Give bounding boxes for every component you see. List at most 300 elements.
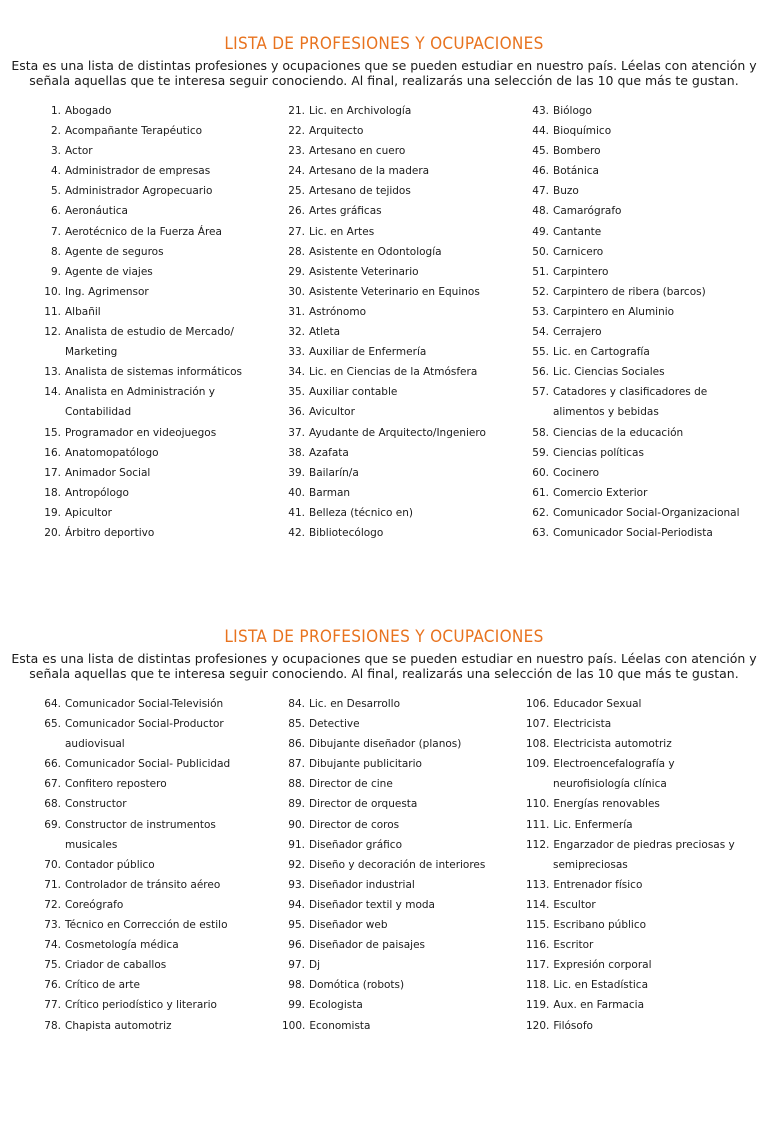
item-label: Electricista [553,718,612,731]
list-item [282,362,522,382]
item-label: Lic. en Ciencias de la Atmósfera [309,366,478,379]
list-item [282,975,522,995]
list-item [526,483,766,503]
item-number: 115. [526,919,550,932]
item-number: 97. [288,959,305,972]
list-item [526,242,766,262]
item-label: Aeronáutica [65,205,128,218]
item-label: Barman [309,486,351,499]
item-number: 118. [526,979,550,992]
list-item [38,423,278,443]
item-number: 41. [288,506,305,519]
item-label: Economista [309,1019,371,1032]
item-label-continuation: audiovisual [65,738,125,751]
list-item [526,101,766,121]
list-item [282,382,522,402]
item-label: Programador en videojuegos [65,426,217,439]
item-label: Artesano de tejidos [309,185,411,198]
item-label: Lic. Enfermería [553,818,633,831]
item-label: Artes gráficas [309,205,382,218]
profession-column [282,694,522,1036]
list-item [38,523,278,543]
list-item [526,302,766,322]
item-number: 45. [532,145,549,158]
item-number: 9. [50,265,61,278]
list-item [282,835,522,855]
item-label: Bioquímico [553,125,612,138]
list-item [282,141,522,161]
item-label: Asistente Veterinario en Equinos [309,285,480,298]
item-number: 53. [532,305,549,318]
item-label: Lic. en Desarrollo [309,698,401,710]
list-item [526,1016,766,1036]
item-label-continuation: Marketing [65,346,118,359]
item-label: Ing. Agrimensor [65,285,149,298]
item-number: 38. [288,446,305,459]
item-label: Actor [65,145,93,158]
list-item [282,895,522,915]
list-item [282,302,522,322]
profession-columns [0,694,768,1144]
list-item [38,161,278,181]
item-label: Lic. en Artes [309,225,375,238]
item-label: Director de cine [309,778,393,791]
item-label: Cerrajero [553,326,602,339]
list-item [38,242,278,262]
item-label: Aerotécnico de la Fuerza Área [65,225,222,238]
section-title: LISTA DE PROFESIONES Y OCUPACIONES [224,627,544,647]
item-number: 18. [44,486,61,499]
item-label: Artesano en cuero [309,145,406,158]
item-label-continuation: semipreciosas [553,858,628,871]
list-item [282,443,522,463]
item-number: 37. [288,426,305,439]
item-number: 1. [50,105,61,117]
list-item [526,835,766,855]
item-label: Comunicador Social- Publicidad [65,758,231,771]
item-label: Comunicador Social-Organizacional [553,506,740,519]
list-item [526,141,766,161]
item-label: Ecologista [309,999,363,1012]
item-number: 64. [44,698,61,710]
list-item [38,915,278,935]
item-number: 25. [288,185,305,198]
profession-column [526,101,766,543]
item-label: Criador de caballos [65,959,167,972]
intro-line: Esta es una lista de distintas profesiones y ocupaciones que se pueden estudiar en nuestro país. Léelas con atención y [11,651,757,666]
list-item [282,503,522,523]
item-label: Analista de estudio de Mercado/ [65,326,234,339]
item-label: Carpintero de ribera (barcos) [553,285,706,298]
item-number: 22. [288,125,305,138]
item-number: 107. [526,718,550,731]
list-item [38,222,278,242]
item-label: Comunicador Social-Productor [65,718,224,731]
item-number: 91. [288,838,305,851]
item-number: 27. [288,225,305,238]
item-label-continuation: neurofisiología clínica [553,778,667,791]
section-title: LISTA DE PROFESIONES Y OCUPACIONES [224,34,544,54]
item-label: Lic. en Estadística [553,979,649,992]
list-item [38,201,278,221]
item-label: Agente de seguros [65,245,164,258]
list-item [526,423,766,443]
list-item [38,141,278,161]
list-item [526,734,766,754]
item-number: 110. [526,798,550,811]
item-label: Chapista automotriz [65,1019,172,1032]
item-label: Buzo [553,185,579,198]
list-item [526,443,766,463]
item-label: Árbitro deportivo [65,526,155,539]
item-number: 35. [288,386,305,399]
item-number: 92. [288,858,305,871]
list-item [282,815,522,835]
list-item [282,794,522,814]
item-number: 60. [532,466,549,479]
list-item [526,181,766,201]
item-number: 95. [288,919,305,932]
item-label: Controlador de tránsito aéreo [65,878,221,891]
list-item [38,1016,278,1036]
item-label-continuation: Contabilidad [65,406,132,419]
item-label: Ciencias de la educación [553,426,684,439]
item-number: 63. [532,526,549,539]
item-number: 20. [44,526,61,539]
list-item [282,282,522,302]
item-number: 34. [288,366,305,379]
item-number: 94. [288,898,305,911]
list-item [38,754,278,774]
profession-column [526,694,766,1036]
list-item [282,694,522,714]
list-item [282,935,522,955]
item-number: 7. [50,225,61,238]
item-label: Cosmetología médica [65,939,179,952]
item-number: 114. [526,898,550,911]
item-label: Belleza (técnico en) [309,506,414,519]
item-number: 31. [288,305,305,318]
item-number: 99. [288,999,305,1012]
item-number: 67. [44,778,61,791]
list-item [282,121,522,141]
item-label: Avicultor [309,406,355,419]
item-number: 4. [50,165,61,178]
item-label-continuation: alimentos y bebidas [553,406,659,419]
item-number: 46. [532,165,549,178]
item-number: 89. [288,798,305,811]
item-label: Camarógrafo [553,205,622,218]
item-number: 57. [532,386,549,399]
profession-column [282,101,522,543]
item-label: Escribano público [553,919,647,932]
item-number: 84. [288,698,305,710]
item-label: Dibujante diseñador (planos) [309,738,462,751]
item-label: Agente de viajes [65,265,153,278]
item-label: Director de orquesta [309,798,418,811]
list-item [38,774,278,794]
list-item [282,201,522,221]
list-item [38,975,278,995]
list-item [282,342,522,362]
item-number: 90. [288,818,305,831]
item-label: Acompañante Terapéutico [65,125,203,138]
list-item [282,734,522,754]
list-item [282,483,522,503]
list-item [282,181,522,201]
list-item [38,282,278,302]
item-number: 11. [44,305,61,318]
list-item [38,815,278,835]
list-item [526,362,766,382]
item-label: Auxiliar contable [309,386,398,399]
item-number: 15. [44,426,61,439]
item-number: 40. [288,486,305,499]
item-label: Analista de sistemas informáticos [65,366,243,379]
profession-list-section-2 [0,627,768,1144]
item-label: Dj [309,959,321,972]
item-number: 21. [288,105,305,117]
item-label: Auxiliar de Enfermería [309,346,427,359]
list-item [526,222,766,242]
intro-paragraph [0,651,768,681]
item-label: Administrador Agropecuario [65,185,213,198]
list-item [38,302,278,322]
item-label: Engarzador de piedras preciosas y [553,838,735,851]
item-number: 65. [44,718,61,731]
item-number: 26. [288,205,305,218]
item-label: Carpintero [553,265,609,278]
item-label: Asistente Veterinario [309,265,419,278]
list-item [38,483,278,503]
item-number: 8. [50,245,61,258]
list-item [526,895,766,915]
item-number: 96. [288,939,305,952]
item-label: Constructor [65,798,127,811]
item-number: 30. [288,285,305,298]
intro-line: señala aquellas que te interesa seguir conociendo. Al final, realizarás una selección de las 10 que más te gustan. [29,666,739,681]
item-number: 32. [288,326,305,339]
item-label: Ciencias políticas [553,446,644,459]
item-number: 73. [44,919,61,932]
list-item [38,503,278,523]
list-item [282,915,522,935]
list-item [282,714,522,734]
item-number: 87. [288,758,305,771]
item-number: 66. [44,758,61,771]
list-item [282,222,522,242]
item-number: 78. [44,1019,61,1032]
item-number: 116. [526,939,550,952]
item-number: 88. [288,778,305,791]
list-item [282,955,522,975]
item-label: Crítico de arte [65,979,140,992]
list-item [526,282,766,302]
item-number: 6. [50,205,61,218]
item-number: 36. [288,406,305,419]
item-number: 48. [532,205,549,218]
item-label: Cocinero [553,466,600,479]
item-number: 98. [288,979,305,992]
item-number: 113. [526,878,550,891]
list-item [526,975,766,995]
list-item [282,161,522,181]
item-number: 106. [526,698,550,710]
item-label: Carpintero en Aluminio [553,305,675,318]
item-label: Técnico en Corrección de estilo [65,919,228,932]
item-number: 62. [532,506,549,519]
item-number: 28. [288,245,305,258]
item-label: Asistente en Odontología [309,245,442,258]
list-item [38,322,278,342]
list-item [38,955,278,975]
profession-column [38,101,278,543]
item-number: 52. [532,285,549,298]
list-item [282,101,522,121]
item-number: 86. [288,738,305,751]
item-number: 12. [44,326,61,339]
item-number: 70. [44,858,61,871]
item-number: 76. [44,979,61,992]
profession-list-section-1 [0,34,768,551]
item-label: Escultor [553,898,596,911]
item-number: 71. [44,878,61,891]
list-item [38,855,278,875]
item-label: Ayudante de Arquitecto/Ingeniero [309,426,486,439]
item-number: 56. [532,366,549,379]
item-label: Coreógrafo [65,898,124,911]
item-label: Cantante [553,225,602,238]
item-number: 3. [50,145,61,158]
list-item [38,714,278,734]
item-label: Lic. en Archivología [309,105,412,117]
item-label: Comunicador Social-Periodista [553,526,713,539]
item-label: Antropólogo [65,486,129,499]
item-number: 108. [526,738,550,751]
item-number: 51. [532,265,549,278]
item-label: Constructor de instrumentos [65,818,216,831]
list-item [282,995,522,1015]
item-label: Botánica [553,165,599,178]
item-label: Bombero [553,145,601,158]
item-label: Comunicador Social-Televisión [65,698,224,710]
item-number: 14. [44,386,61,399]
item-number: 50. [532,245,549,258]
list-item [38,935,278,955]
list-item [38,362,278,382]
list-item [526,915,766,935]
list-item [526,995,766,1015]
list-item [526,342,766,362]
item-number: 77. [44,999,61,1012]
list-item [526,815,766,835]
list-item [282,1016,522,1036]
list-item [526,523,766,543]
list-item [282,402,522,422]
item-label: Arquitecto [309,125,364,138]
list-item [38,121,278,141]
list-item [282,774,522,794]
item-label: Diseñador textil y moda [309,898,435,911]
list-item [282,242,522,262]
item-label: Apicultor [65,506,112,519]
item-label: Diseño y decoración de interiores [309,858,486,871]
item-number: 39. [288,466,305,479]
list-item [526,935,766,955]
item-number: 61. [532,486,549,499]
list-item [38,794,278,814]
list-item [282,322,522,342]
item-label-continuation: musicales [65,838,118,851]
list-item [526,201,766,221]
list-item [38,262,278,282]
list-item [38,463,278,483]
item-number: 112. [526,838,550,851]
item-label: Albañil [65,305,101,318]
list-item [282,262,522,282]
item-number: 117. [526,959,550,972]
item-number: 109. [526,758,550,771]
item-label: Lic. en Cartografía [553,346,650,359]
item-label: Atleta [309,326,341,339]
item-number: 42. [288,526,305,539]
item-number: 68. [44,798,61,811]
item-label: Bailarín/a [309,466,359,479]
item-number: 24. [288,165,305,178]
item-label: Anatomopatólogo [65,446,159,459]
item-label: Educador Sexual [553,698,642,710]
item-label: Astrónomo [309,305,367,318]
item-label: Lic. Ciencias Sociales [553,366,665,379]
item-label: Escritor [553,939,594,952]
item-label: Artesano de la madera [309,165,430,178]
item-label: Diseñador gráfico [309,838,402,851]
list-item [526,714,766,734]
list-item [526,794,766,814]
item-number: 10. [44,285,61,298]
item-label: Comercio Exterior [553,486,648,499]
item-number: 111. [526,818,550,831]
list-item [526,161,766,181]
intro-paragraph [0,58,768,88]
item-label: Animador Social [65,466,151,479]
item-label: Biólogo [553,105,592,117]
item-number: 47. [532,185,549,198]
item-number: 58. [532,426,549,439]
item-number: 49. [532,225,549,238]
item-number: 100. [282,1019,306,1032]
profession-columns [0,101,768,551]
item-label: Catadores y clasificadores de [553,386,708,399]
item-label: Carnicero [553,245,604,258]
item-number: 119. [526,999,550,1012]
item-number: 85. [288,718,305,731]
list-item [282,423,522,443]
item-label: Detective [309,718,360,731]
list-item [38,895,278,915]
item-number: 93. [288,878,305,891]
list-item [38,181,278,201]
item-number: 69. [44,818,61,831]
item-label: Contador público [65,858,155,871]
list-item [38,101,278,121]
list-item [38,443,278,463]
item-label: Electroencefalografía y [553,758,675,771]
item-label: Confitero repostero [65,778,167,791]
item-label: Crítico periodístico y literario [65,999,217,1012]
item-label: Diseñador de paisajes [309,939,425,952]
item-label: Diseñador web [309,919,388,932]
